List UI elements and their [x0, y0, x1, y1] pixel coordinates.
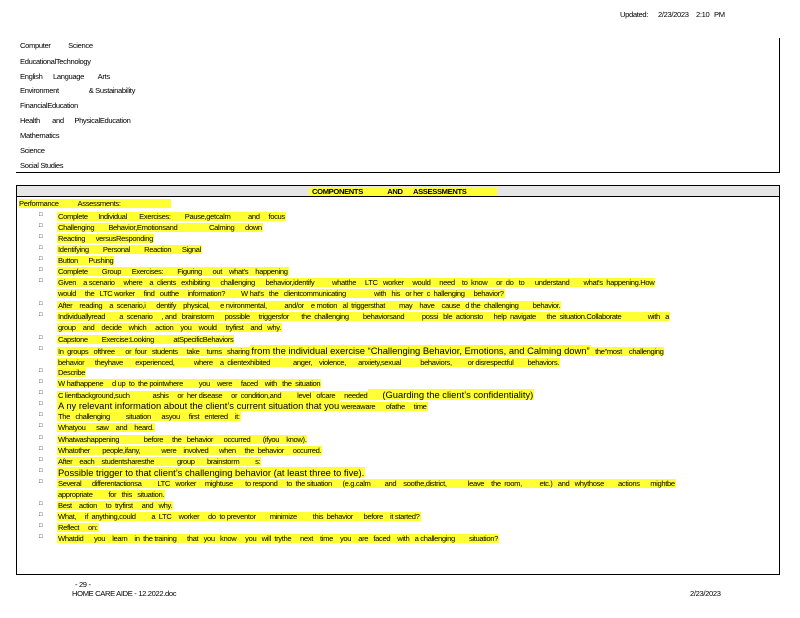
- bullet-icon: □: [39, 311, 43, 318]
- assessment-text-segment: Individuallyread a scenario , and brainstorm possible triggersfor the challenging behaviorsand possi ble actionsto help navigate the situation.Collaborate with a: [58, 311, 670, 321]
- updated-label: Updated:: [620, 10, 649, 19]
- assessment-line: [57, 266, 773, 277]
- bullet-icon: □: [39, 234, 43, 241]
- updated-time: 2:10: [696, 10, 710, 19]
- assessment-text-segment: The challenging situation asyou first entered it:: [58, 412, 240, 422]
- assessment-line: [57, 500, 773, 511]
- assessment-line: [57, 411, 773, 422]
- assessment-text: [57, 211, 773, 222]
- assessment-line: [57, 378, 773, 389]
- bullet-icon: □: [39, 512, 43, 519]
- bullet-icon: □: [39, 345, 43, 352]
- assessment-text-segment: Capstone Exercise:Looking atSpecificBehaviors: [58, 334, 234, 344]
- assessment-text-segment: Whatyou saw and heard.: [58, 423, 154, 433]
- page-number: - 29 -: [75, 580, 91, 589]
- assessment-line: [57, 300, 773, 311]
- assessment-line: [57, 445, 773, 456]
- assessment-text-segment: Challenging Behavior,Emotionsand Calming down: [58, 223, 262, 233]
- assessment-text: [57, 445, 773, 456]
- subject-areas-box: [16, 38, 780, 173]
- subject-item: Health and PhysicalEducation: [20, 116, 131, 125]
- assessment-text: [57, 456, 773, 467]
- assessment-text-segment: Reflect on:: [58, 523, 98, 533]
- assessment-text: [57, 266, 773, 277]
- assessment-text-segment: would the LTC worker find outthe information? W hat's the clientcommunicating with his or her c hallenging behavior?: [58, 289, 504, 299]
- bullet-icon: □: [39, 368, 43, 375]
- assessment-text-segment: In groups ofthree or four students take turns sharing: [58, 346, 250, 356]
- assessment-line: [57, 357, 773, 368]
- bullet-icon: □: [39, 300, 43, 307]
- assessment-text-segment: behavior theyhave experienced, where a clientexhibited anger, violence, anxiety,sexual behaviors, or disrespectful behaviors.: [58, 357, 560, 367]
- assessment-text-large: from the individual exercise “Challenging Behavior, Emotions, and Calming down”: [251, 344, 590, 356]
- assessment-text-large: Possible trigger to that client’s challenging behavior (at least three to five).: [58, 466, 365, 478]
- bullet-icon: □: [39, 523, 43, 530]
- footer-left: [72, 580, 176, 598]
- assessment-text-segment: C lientbackground,such ashis or her disease or condition,and level ofcare needed: [58, 391, 368, 401]
- assessment-line: [57, 434, 773, 445]
- assessment-text: [57, 244, 773, 255]
- assessment-text-segment: Several differentactionsa LTC worker mightuse to respond to the situation (e.g.calm and soothe,district, leave the room, etc.) and whythose actions mightbe: [58, 478, 675, 488]
- bullet-icon: □: [39, 256, 43, 263]
- bullet-icon: □: [39, 456, 43, 463]
- assessment-text-segment: appropriate for this situation.: [58, 489, 165, 499]
- subject-item: Computer Science: [20, 41, 93, 50]
- assessment-text: [57, 511, 773, 522]
- bullet-icon: □: [39, 390, 43, 397]
- assessment-text-large: (Guarding the client’s confidentiality): [369, 389, 534, 401]
- assessment-text: [57, 334, 773, 345]
- bullet-icon: □: [39, 445, 43, 452]
- assessment-line: [57, 277, 773, 288]
- assessment-line: [57, 211, 773, 222]
- assessment-line: [57, 522, 773, 533]
- assessment-line: [57, 345, 773, 357]
- bullet-icon: □: [39, 501, 43, 508]
- assessment-line: [57, 511, 773, 522]
- assessment-line: [57, 489, 773, 500]
- assessment-line: [57, 244, 773, 255]
- assessment-line: [57, 288, 773, 299]
- assessment-text-segment: Given a scenario where a clients exhibiting challenging behavior,identify whatthe LTC worker would need to know or do to understand what's happening.How: [58, 278, 655, 288]
- assessment-line: [57, 422, 773, 433]
- assessment-line: [57, 255, 773, 266]
- assessment-line: [57, 478, 773, 489]
- assessment-text: [57, 367, 773, 378]
- components-title: COMPONENTS AND ASSESSMENTS: [309, 187, 497, 196]
- assessment-line: [57, 367, 773, 378]
- assessment-text: [57, 378, 773, 389]
- bullet-icon: □: [39, 534, 43, 541]
- assessment-text-large: A ny relevant information about the client’s current situation that you: [58, 400, 340, 412]
- assessment-text-segment: group and decide which action you would tryfirst and why.: [58, 322, 281, 332]
- assessment-line: [57, 533, 773, 544]
- assessment-text: [57, 411, 773, 422]
- assessment-line: [57, 233, 773, 244]
- assessment-text-segment: Whatother people,ifany, were involved when the behavior occurred.: [58, 445, 322, 455]
- assessment-text: [57, 478, 773, 500]
- assessment-text: [57, 277, 773, 299]
- assessment-text-segment: What, if anything,could a LTC worker do to preventor minimize this behavior before it started?: [58, 512, 420, 522]
- assessment-line: [57, 322, 773, 333]
- assessment-text-segment: Whatdid you learn in the training that you know you will trythe next time you are faced with a challenging situation?: [58, 534, 498, 544]
- assessment-line: [57, 222, 773, 233]
- assessment-text-segment: Best action to tryfirst and why.: [58, 501, 173, 511]
- assessment-text-segment: Describe: [58, 368, 86, 378]
- assessment-text: [57, 222, 773, 233]
- assessment-text-segment: Whatwashappening before the behavior occurred (ifyou know).: [58, 434, 307, 444]
- assessment-text: [57, 500, 773, 511]
- bullet-icon: □: [39, 379, 43, 386]
- assessment-line: [57, 311, 773, 322]
- performance-assessments-label: Performance Assessments:: [19, 199, 171, 208]
- updated-stamp: [620, 10, 725, 19]
- assessment-text-segment: After reading a scenario,i dentify physical, e nvironmental, and/or e motion al triggersthat may have cause d the challenging behavior.: [58, 300, 561, 310]
- assessment-text-segment: the”most challenging: [591, 346, 664, 356]
- assessment-line: [57, 456, 773, 467]
- subject-item: Social Studies: [20, 161, 64, 170]
- assessment-text-segment: Reacting versusResponding: [58, 234, 154, 244]
- footer-date: 2/23/2023: [690, 589, 721, 598]
- assessment-text: [57, 533, 773, 544]
- assessment-text-segment: W hathappene d up to the pointwhere you were faced with the situation: [58, 379, 321, 389]
- bullet-icon: □: [39, 412, 43, 419]
- bullet-icon: □: [39, 223, 43, 230]
- assessment-text-segment: wereaware ofathe time: [341, 402, 427, 412]
- assessment-text: [57, 522, 773, 533]
- bullet-icon: □: [39, 478, 43, 485]
- assessment-text-segment: Complete Individual Exercises: Pause,getcalm and focus: [58, 212, 285, 221]
- bullet-icon: □: [39, 423, 43, 430]
- assessment-text: [57, 422, 773, 433]
- components-assessments-box: [16, 185, 780, 575]
- bullet-icon: □: [39, 278, 43, 285]
- subject-item: EducationalTechnology: [20, 57, 91, 66]
- assessment-text: [57, 255, 773, 266]
- bullet-icon: □: [39, 267, 43, 274]
- bullet-icon: □: [39, 434, 43, 441]
- assessment-line: [57, 334, 773, 345]
- document-name: HOME CARE AIDE - 12.2022.doc: [72, 589, 177, 598]
- bullet-icon: □: [39, 212, 43, 218]
- assessment-text-segment: Complete Group Exercises: Figuring out what's happening: [58, 267, 288, 277]
- bullet-icon: □: [39, 245, 43, 252]
- bullet-icon: □: [39, 467, 43, 474]
- assessment-text-segment: Identifying Personal Reaction Signal: [58, 245, 201, 255]
- subject-item: Environment & Sustainability: [20, 86, 136, 95]
- updated-ampm: PM: [714, 10, 725, 19]
- subject-item: Science: [20, 146, 45, 155]
- assessment-text: [57, 345, 773, 368]
- bullet-icon: □: [39, 334, 43, 341]
- assessment-text: [57, 300, 773, 311]
- assessment-text-segment: Button Pushing: [58, 256, 114, 266]
- components-header-bar: [17, 186, 779, 197]
- assessment-text: [57, 233, 773, 244]
- bullet-icon: □: [39, 401, 43, 408]
- assessment-text: [57, 434, 773, 445]
- updated-date: 2/23/2023: [658, 10, 689, 19]
- subject-item: Mathematics: [20, 131, 60, 140]
- subject-item: FinancialEducation: [20, 101, 78, 110]
- subject-item: English Language Arts: [20, 72, 110, 81]
- assessment-text: [57, 311, 773, 333]
- assessment-text-segment: After each studentsharesthe group brainstorm s:: [58, 456, 261, 466]
